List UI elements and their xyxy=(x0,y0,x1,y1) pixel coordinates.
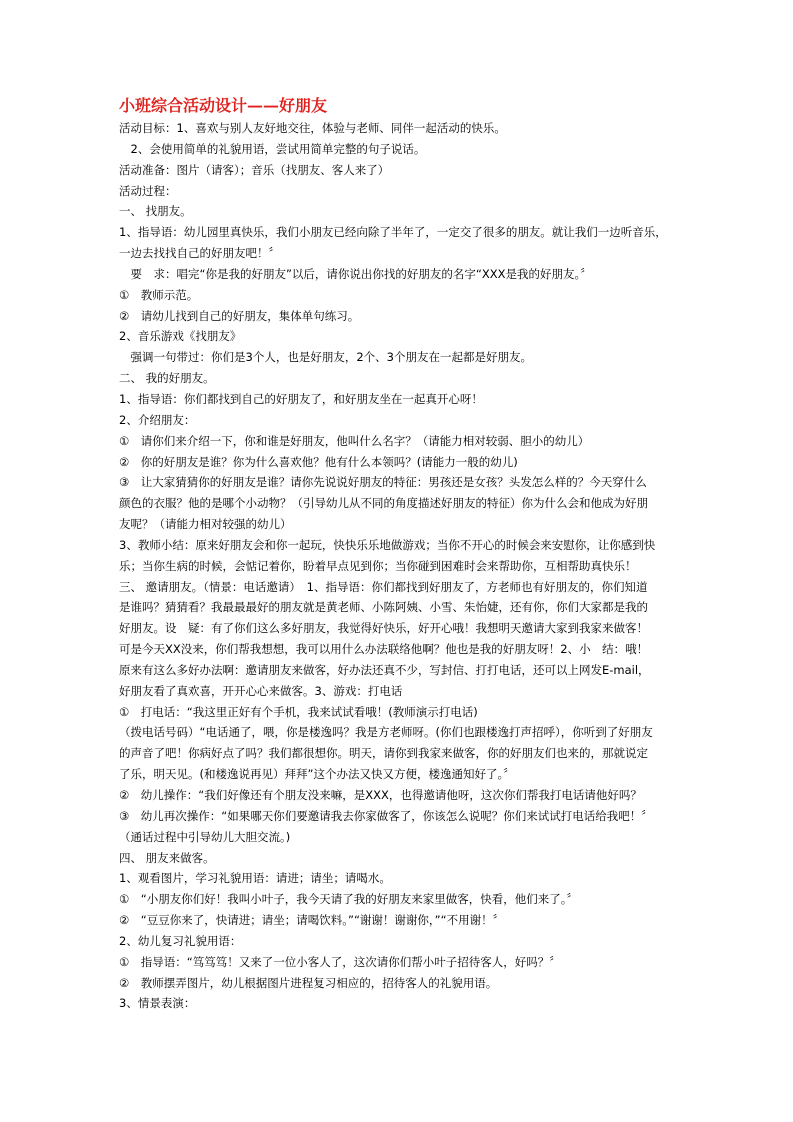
body-line: 2、幼儿复习礼貌用语： xyxy=(119,933,242,948)
body-line: ① 打电话：“我这里正好有个手机，我来试试看哦！(教师演示打电话) xyxy=(119,704,478,719)
body-line: ② “豆豆你来了，快请进；请坐；请喝饮料。”“谢谢！谢谢你，”“不用谢！〞 xyxy=(119,913,505,928)
body-line: 1、指导语：你们都找到自己的好朋友了，和好朋友坐在一起真开心呀！ xyxy=(119,391,483,406)
body-line: 好朋友看了真欢喜，开开心心来做客。3、游戏：打电话 xyxy=(119,683,403,698)
body-line: 可是今天XX没来，你们帮我想想，我可以用什么办法联络他啊？他也是我的好朋友呀！2、小 结：哦！ xyxy=(119,642,649,657)
body-line: 要 求：唱完“你是我的好朋友”以后，请你说出你找的好朋友的名字“XXX是我的好朋友。〞 xyxy=(119,266,592,281)
body-line: 原来有这么多好办法啊：邀请朋友来做客，好办法还真不少，写封信、打打电话，还可以上网发E-mail， xyxy=(119,662,650,677)
document-title: 小班综合活动设计——好朋友 xyxy=(119,96,328,115)
body-line: 活动过程： xyxy=(119,183,177,198)
body-line: 2、会使用简单的礼貌用语，尝试用简单完整的句子说话。 xyxy=(119,141,426,156)
body-line: 3、情景表演： xyxy=(119,996,196,1011)
body-line: 好朋友。设 疑：有了你们这么多好朋友，我觉得好快乐，好开心哦！我想明天邀请大家到我家来做客！ xyxy=(119,621,648,636)
body-line: ② 幼儿操作：“我们好像还有个朋友没来嘛，是XXX，也得邀请他呀，这次你们帮我打电话请他好吗？ xyxy=(119,788,642,802)
body-line: 3、教师小结：原来好朋友会和你一起玩，快快乐乐地做游戏；当你不开心的时候会来安慰你，让你感到快 xyxy=(119,537,656,552)
body-line: 活动准备：图片（请客）；音乐（找朋友、客人来了） xyxy=(119,162,390,177)
body-line: （通话过程中引导幼儿大胆交流。) xyxy=(119,829,291,844)
body-line: 是谁吗？猜猜看？我最最最好的朋友就是黄老师、小陈阿姨、小雪、朱怡婕，还有你，你们大家都是我的 xyxy=(119,600,648,615)
body-line: ② 你的好朋友是谁？你为什么喜欢他？他有什么本领吗？(请能力一般的幼儿) xyxy=(119,454,518,469)
body-line: （拨电话号码）“电话通了，喂，你是楼逸吗？我是方老师呀。(你们也跟楼逸打声招呼），你听到了好朋友 xyxy=(119,725,653,740)
body-line: 颜色的衣服？他的是哪个小动物？（引导幼儿从不同的角度描述好朋友的特征）你为什么会和他成为好朋 xyxy=(119,496,648,511)
body-line: ③ 幼儿再次操作：“如果哪天你们要邀请我去你家做客了，你该怎么说呢？你们来试试打电话给我吧！〞 xyxy=(119,808,653,823)
body-line: ① “小朋友你们好！我叫小叶子，我今天请了我的好朋友来家里做客，快看，他们来了。〞 xyxy=(119,892,579,907)
body-line: 三、 邀请朋友。（情景：电话邀请） 1、指导语：你们都找到好朋友了，方老师也有好朋友的，你们知道 xyxy=(119,579,648,594)
body-line: 乐；当你生病的时候，会惦记着你，盼着早点见到你；当你碰到困难时会来帮助你，互相帮助真快乐！ xyxy=(119,558,637,573)
body-line: 四、 朋友来做客。 xyxy=(119,850,215,865)
body-line: ② 教师摆弄图片，幼儿根据图片进程复习相应的，招待客人的礼貌用语。 xyxy=(119,975,498,990)
body-line: ③ 让大家猜猜你的好朋友是谁？请你先说说好朋友的特征：男孩还是女孩？头发怎么样的？今天穿什么 xyxy=(119,475,647,490)
body-line: 活动目标：1、喜欢与别人友好地交往，体验与老师、同伴一起活动的快乐。 xyxy=(119,121,506,135)
body-line: 二、 我的好朋友。 xyxy=(119,371,215,386)
body-line: 1、指导语：幼儿园里真快乐，我们小朋友已经向除了半年了，一定交了很多的朋友。就让我们一边听音乐， xyxy=(119,225,667,240)
body-line: 一边去找找自己的好朋友吧！〞 xyxy=(119,246,280,261)
body-line: 的声音了吧！你病好点了吗？我们都很想你。明天，请你到我家来做客，你的好朋友们也来的，那就说定 xyxy=(119,746,648,761)
body-line: 2、音乐游戏《找朋友》 xyxy=(119,329,242,344)
document-body xyxy=(119,118,679,1014)
body-line: 2、介绍朋友： xyxy=(119,412,196,427)
body-line: ① 教师示范。 xyxy=(119,287,199,302)
body-line: 一、 找朋友。 xyxy=(119,204,192,219)
body-line: ② 请幼儿找到自己的好朋友，集体单句练习。 xyxy=(119,308,360,323)
body-line: 强调一句带过：你们是3个人，也是好朋友，2个、3个朋友在一起都是好朋友。 xyxy=(119,350,532,365)
body-line: 1、观看图片，学习礼貌用语：请进；请坐；请喝水。 xyxy=(119,871,391,886)
body-line: ① 请你们来介绍一下，你和谁是好朋友，他叫什么名字？（请能力相对较弱、胆小的幼儿） xyxy=(119,433,590,448)
body-line: 了乐，明天见。(和楼逸说再见）拜拜”这个办法又快又方便，楼逸通知好了。〞 xyxy=(119,767,515,782)
body-line: ① 指导语：“笃笃笃！又来了一位小客人了，这次请你们帮小叶子招待客人，好吗？〞 xyxy=(119,954,561,969)
body-line: 友呢？（请能力相对较强的幼儿） xyxy=(119,517,292,532)
